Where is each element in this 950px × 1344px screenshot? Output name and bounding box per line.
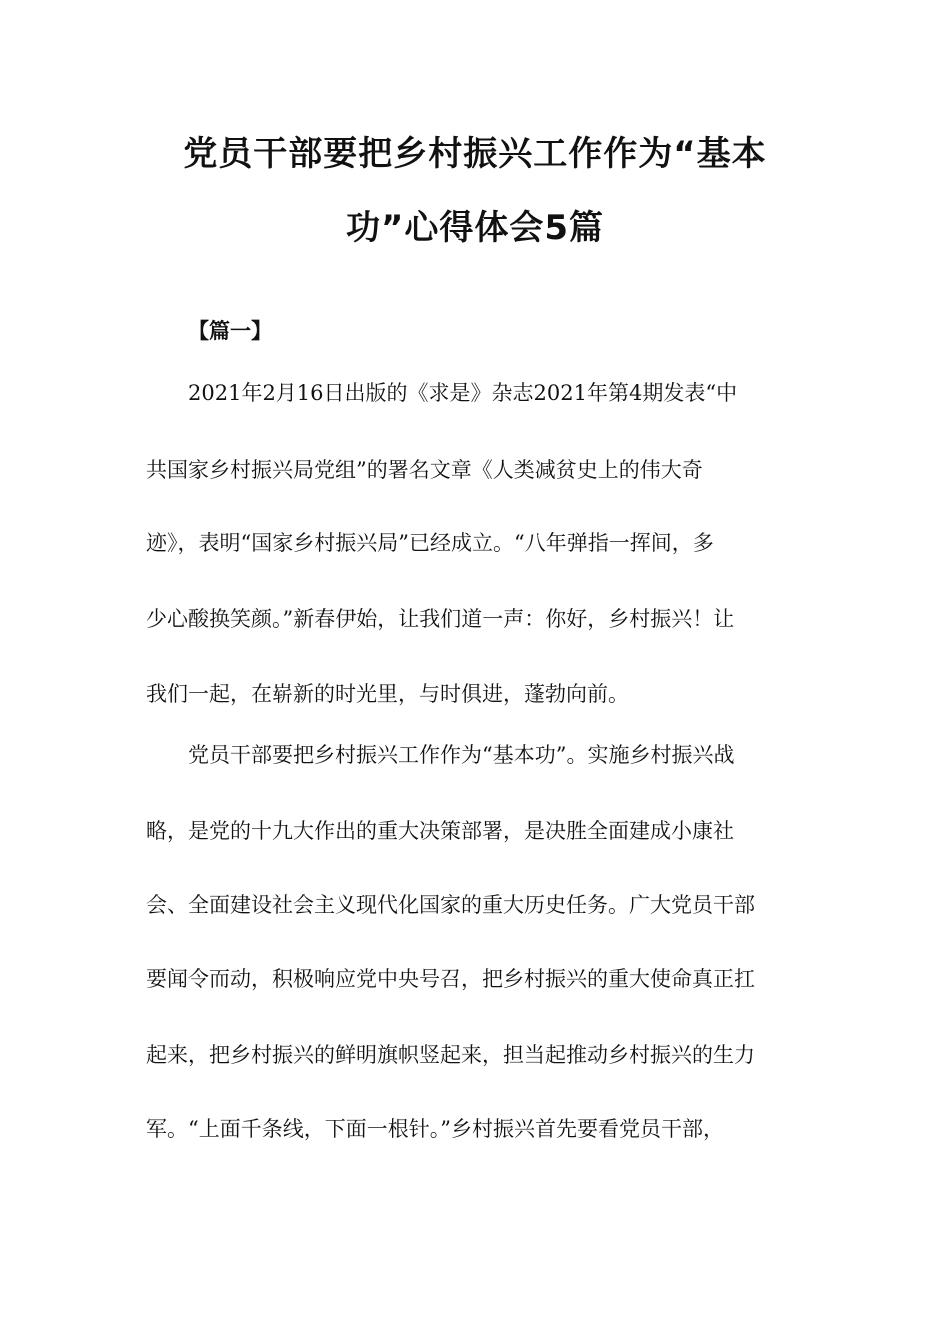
paragraph-2-line: 党员干部要把乡村振兴工作作为“基本功”。实施乡村振兴战	[188, 743, 735, 767]
paragraph-1-line: 2021年2月16日出版的《求是》杂志2021年第4期发表“中	[188, 381, 738, 405]
paragraph-2-line: 军。“上面千条线，下面一根针。”乡村振兴首先要看党员干部，	[146, 1117, 724, 1141]
paragraph-1-line: 少心酸换笑颜。”新春伊始，让我们道一声：你好，乡村振兴！让	[146, 607, 735, 631]
section-heading: 【篇一】	[188, 319, 272, 343]
paragraph-2-line: 略，是党的十九大作出的重大决策部署，是决胜全面建成小康社	[146, 819, 734, 843]
paragraph-2-line: 会、全面建设社会主义现代化国家的重大历史任务。广大党员干部	[146, 893, 755, 917]
paragraph-1-line: 迹》，表明“国家乡村振兴局”已经成立。“八年弹指一挥间，多	[146, 531, 714, 555]
document-title-line-1: 党员干部要把乡村振兴工作作为“基本	[183, 134, 767, 174]
document-title-line-2: 功”心得体会5篇	[345, 208, 604, 248]
paragraph-1-line: 共国家乡村振兴局党组”的署名文章《人类减贫史上的伟大奇	[146, 458, 703, 482]
paragraph-2-line: 要闻令而动，积极响应党中央号召，把乡村振兴的重大使命真正扛	[146, 967, 755, 991]
paragraph-2-line: 起来，把乡村振兴的鲜明旗帜竖起来，担当起推动乡村振兴的生力	[146, 1043, 755, 1067]
paragraph-1-line: 我们一起，在崭新的时光里，与时俱进，蓬勃向前。	[146, 682, 629, 706]
